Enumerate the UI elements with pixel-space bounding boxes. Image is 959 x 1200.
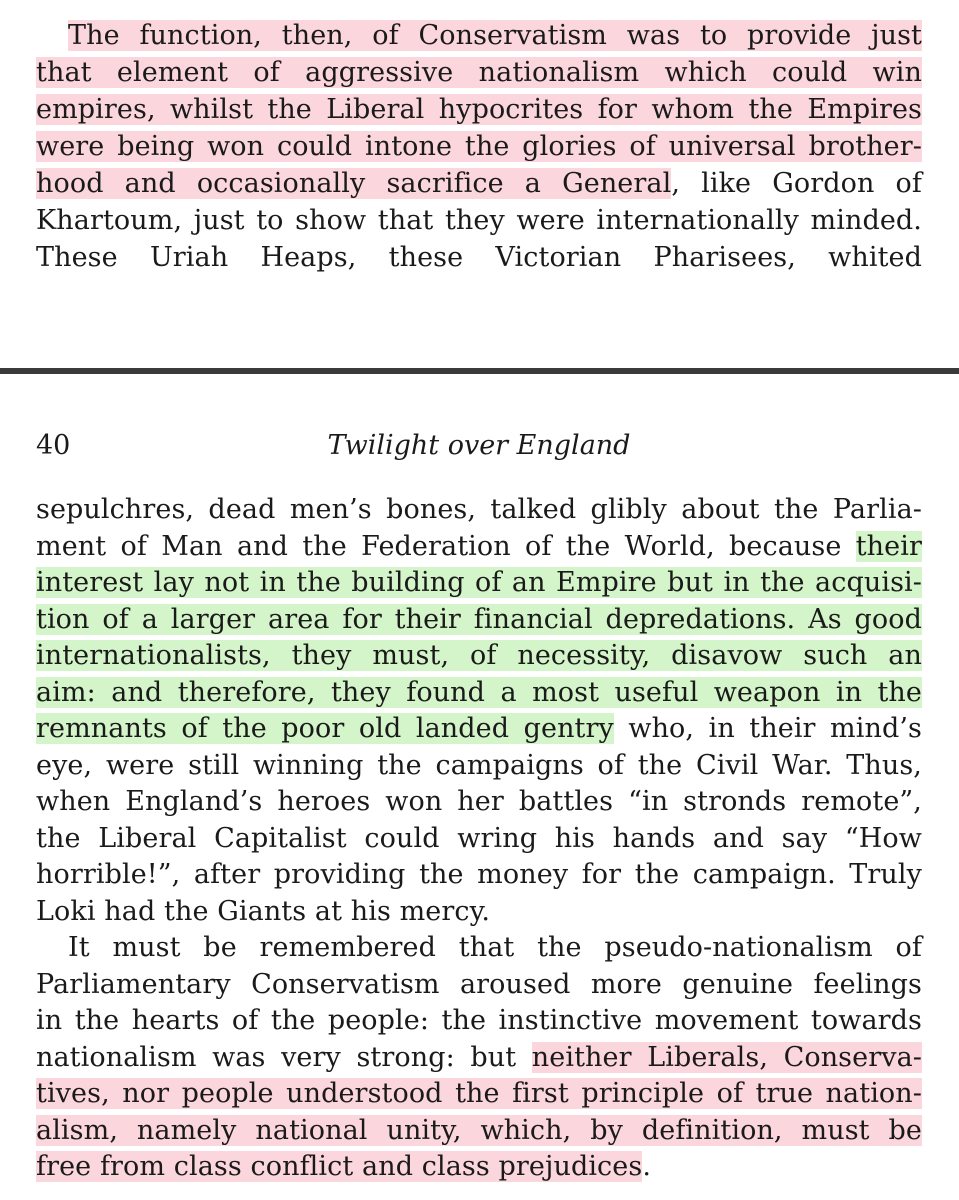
text-segment: eye, were still winning the campaigns of the Civil War. Thus, — [36, 749, 922, 781]
text-line — [36, 1076, 922, 1112]
highlighted-text: remnants of the poor old landed gentry — [36, 713, 614, 744]
text-segment: in the hearts of the people: the instinctive movement towards — [36, 1005, 922, 1036]
running-title: Twilight over England — [327, 430, 631, 461]
text-line — [36, 565, 922, 601]
text-line — [36, 602, 922, 638]
text-segment: Loki had the Giants at his mercy. — [36, 895, 491, 927]
text-line — [36, 784, 922, 820]
text-line — [36, 857, 922, 893]
text-line — [36, 967, 922, 1003]
highlighted-text: tion of a larger area for their financial depredations. As good — [36, 603, 922, 635]
running-head — [36, 426, 922, 466]
text-line — [36, 1149, 922, 1185]
text-line — [36, 821, 922, 857]
text-line — [36, 675, 922, 711]
highlighted-text: were being won could intone the glories of universal brother- — [36, 131, 922, 162]
text-segment: the Liberal Capitalist could wring his hands and say “How — [36, 822, 922, 854]
text-line — [36, 529, 922, 565]
text-line — [36, 711, 922, 747]
text-segment: Khartoum, just to show that they were internationally minded. — [36, 205, 922, 236]
text-line — [36, 492, 922, 528]
highlighted-text: The function, then, of Conservatism was to provide just — [68, 20, 922, 51]
text-line — [36, 894, 922, 930]
text-segment: . — [642, 1151, 652, 1182]
text-line — [36, 166, 922, 202]
text-segment: These Uriah Heaps, these Victorian Pharisees, whited — [36, 242, 922, 273]
text-line — [36, 638, 922, 674]
highlighted-text: interest lay not in the building of an Empire but in the acquisi- — [36, 567, 922, 598]
highlighted-text: neither Liberals, Conserva- — [531, 1041, 922, 1073]
highlighted-text: aim: and therefore, they found a most useful weapon in the — [36, 676, 922, 708]
text-line — [36, 1003, 922, 1039]
page-number: 40 — [36, 430, 71, 461]
highlighted-text: alism, namely national unity, which, by definition, must be — [36, 1114, 922, 1146]
text-segment: nationalism was very strong: but — [36, 1041, 532, 1073]
text-line — [36, 240, 922, 276]
highlighted-text: that element of aggressive nationalism which could win — [36, 57, 922, 88]
text-line — [36, 748, 922, 784]
text-line — [36, 930, 922, 966]
text-line — [36, 1113, 922, 1149]
highlighted-text: free from class conflict and class prejudices — [36, 1151, 643, 1182]
text-segment: sepulchres, dead men’s bones, talked glibly about the Parlia- — [36, 494, 922, 525]
highlighted-text: empires, whilst the Liberal hypocrites for whom the Empires — [36, 94, 922, 125]
text-segment: horrible!”, after providing the money for the campaign. Truly — [36, 859, 922, 890]
text-segment: when England’s heroes won her battles “in stronds remote”, — [36, 786, 922, 817]
text-segment: It must be remembered that the pseudo-nationalism of — [68, 932, 922, 963]
text-segment: who, in their mind’s — [613, 713, 922, 744]
text-line — [36, 55, 922, 91]
highlighted-text: tives, nor people understood the first principle of true nation- — [36, 1078, 922, 1109]
highlighted-text: hood and occasionally sacrifice a General — [36, 168, 672, 199]
text-line — [36, 1040, 922, 1076]
highlighted-text: their — [855, 530, 922, 562]
text-segment: Parliamentary Conservatism aroused more genuine feelings — [36, 968, 922, 1000]
text-line — [36, 129, 922, 165]
text-segment: ment of Man and the Federation of the World, because — [36, 530, 856, 562]
top-page — [0, 0, 959, 368]
text-line — [36, 18, 922, 54]
text-line — [36, 203, 922, 239]
highlighted-text: internationalists, they must, of necessity, disavow such an — [36, 640, 922, 671]
text-line — [36, 92, 922, 128]
text-segment: , like Gordon of — [671, 168, 922, 199]
